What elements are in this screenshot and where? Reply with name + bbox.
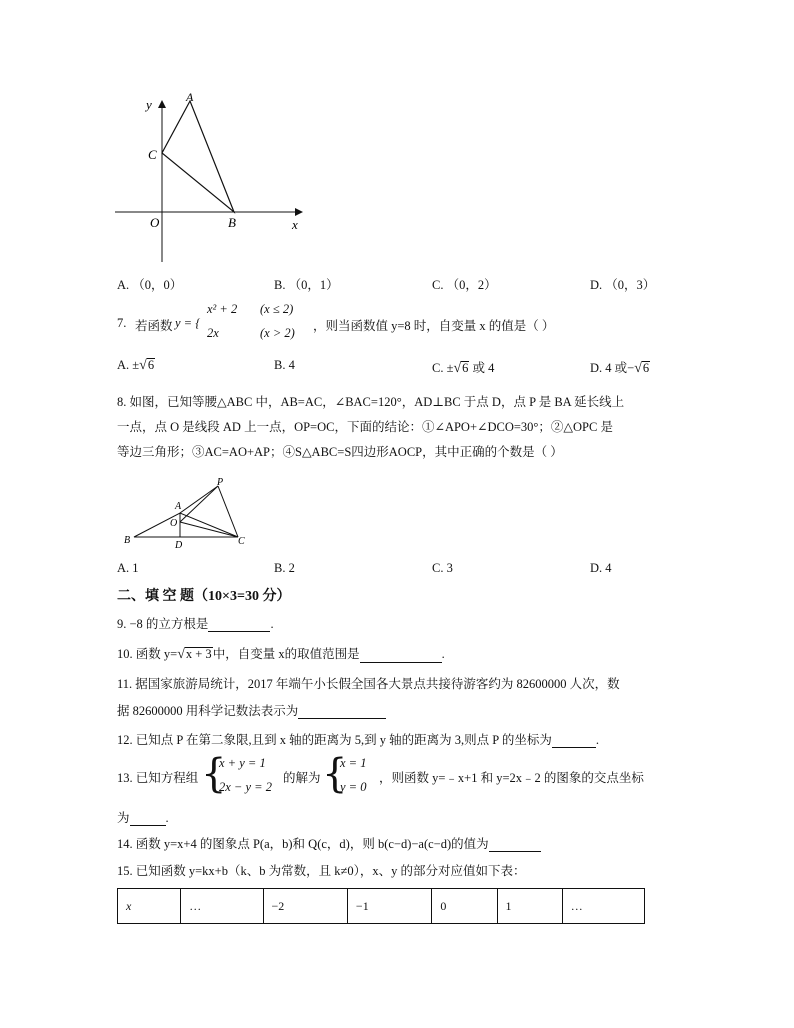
q8-line-2: 一点，点 O 是线段 AD 上一点，OP=OC，下面的结论：①∠APO+∠DCO=30°；②△OPC 是	[117, 420, 613, 434]
label-O2: O	[170, 518, 178, 529]
label-y: y	[146, 97, 152, 112]
table-cell: 0	[432, 889, 497, 924]
segment-pa	[180, 486, 218, 513]
table-cell: …	[562, 889, 644, 924]
q12: 12. 已知点 P 在第二象限,且到 x 轴的距离为 5,到 y 轴的距离为 3,则点 P 的坐标为 .	[117, 733, 599, 747]
table-cell: x	[118, 889, 181, 924]
q6-option-a: A. （0，0）	[117, 278, 183, 292]
table-cell: −1	[347, 889, 431, 924]
segment-pc	[218, 486, 238, 537]
y-axis-arrow	[158, 100, 166, 108]
label-P: P	[217, 477, 224, 488]
q7-option-b: B. 4	[274, 358, 295, 372]
q7-option-a: A. ±√6	[117, 358, 155, 373]
q15: 15. 已知函数 y=kx+b（k、b 为常数，且 k≠0），x、y 的部分对应值如下表：	[117, 864, 526, 878]
label-B2: B	[124, 535, 131, 546]
q9: 9. −8 的立方根是 .	[117, 617, 274, 631]
label-O: O	[150, 215, 160, 230]
figure-triangle-axes	[110, 90, 310, 270]
section-title: 二、填 空 题（10×3=30 分）	[117, 589, 291, 604]
q11-line-2: 据 82600000 用科学记数法表示为	[117, 701, 386, 719]
q7-option-d: D. 4 或−√6	[590, 361, 650, 376]
q8-line-3: 等边三角形；③AC=AO+AP；④S△ABC=S四边形AOCP，其中正确的个数是（ ）	[117, 445, 563, 459]
q6-option-c: C. （0，2）	[432, 278, 497, 292]
label-B: B	[228, 215, 236, 230]
q11-line-1: 11. 据国家旅游局统计，2017 年端午小长假全国各大景点共接待游客约为 82600000 人次，数	[117, 677, 620, 691]
q7-question: 7. 若函数 y = { x² + 2 (x ≤ 2) 2x (x > 2) ，则当函数值 y=8 时，自变量 x 的值是（ ）	[117, 302, 555, 340]
q8-option-c: C. 3	[432, 561, 453, 575]
label-x: x	[292, 217, 298, 232]
triangle-abc	[162, 101, 234, 212]
label-C: C	[148, 147, 157, 162]
q8-line-1: 8. 如图，已知等腰△ABC 中，AB=AC，∠BAC=120°，AD⊥BC 于点 D，点 P 是 BA 延长线上	[117, 395, 625, 409]
label-D2: D	[175, 540, 183, 551]
q13-line-2: 为 .	[117, 811, 169, 825]
q13: 13. 已知方程组 { x + y = 1 2x − y = 2 的解为 { x = 1 y = 0 ，则函数 y=﹣x+1 和 y=2x﹣2 的图象的交点坐标	[117, 751, 644, 797]
segment-oc	[180, 522, 238, 537]
label-A: A	[186, 90, 194, 104]
table-cell: −2	[263, 889, 347, 924]
q8-option-a: A. 1	[117, 561, 139, 575]
q7-option-c: C. ±√6 或 4	[432, 361, 495, 376]
table-row	[118, 889, 645, 924]
figure-isosceles-triangle	[118, 476, 258, 551]
q6-option-b: B. （0，1）	[274, 278, 339, 292]
x-axis-arrow	[295, 208, 303, 216]
q8-option-d: D. 4	[590, 561, 612, 575]
q6-option-d: D. （0，3）	[590, 278, 656, 292]
q14: 14. 函数 y=x+4 的图象点 P(a，b)和 Q(c，d)，则 b(c−d)−a(c−d)的值为	[117, 834, 541, 852]
segment-op	[180, 486, 218, 522]
table-cell: 1	[497, 889, 562, 924]
table-cell: …	[181, 889, 263, 924]
label-C2: C	[238, 536, 245, 547]
value-table	[117, 888, 645, 924]
q8-option-b: B. 2	[274, 561, 295, 575]
q10: 10. 函数 y=√x + 3中，自变量 x的取值范围是 .	[117, 647, 445, 662]
label-A2: A	[175, 501, 182, 512]
